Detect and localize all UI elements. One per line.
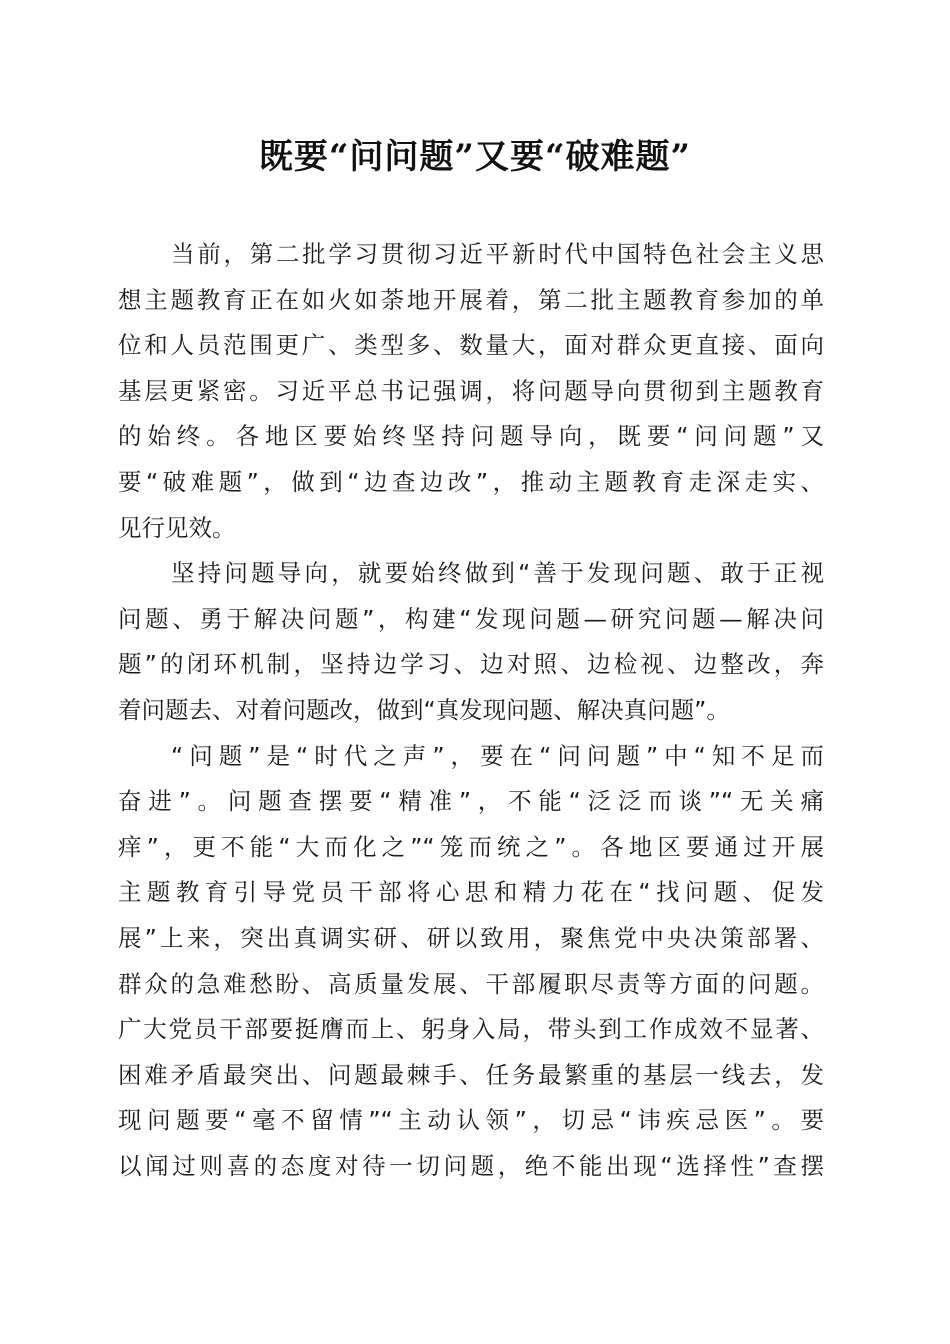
paragraph-3-line-6: 群众的急难愁盼、高质量发展、干部履职尽责等方面的问题。	[118, 969, 824, 998]
paragraph-2-line-2: 问题、勇于解决问题”，构建“发现问题—研究问题—解决问	[118, 604, 824, 633]
paragraph-1-line-3: 位和人员范围更广、类型多、数量大，面对群众更直接、面向	[118, 331, 824, 360]
paragraph-3-line-2: 奋进”。问题查摆要“精准”，不能“泛泛而谈”“无关痛	[118, 787, 824, 816]
paragraph-2-line-1: 坚持问题导向，就要始终做到“善于发现问题、敢于正视	[171, 559, 824, 588]
paragraph-3-line-1: “问题”是“时代之声”，要在“问问题”中“知不足而	[171, 741, 824, 770]
paragraph-1-line-6: 要“破难题”，做到“边查边改”，推动主题教育走深走实、	[118, 467, 824, 496]
paragraph-3-line-9: 现问题要“毫不留情”“主动认领”，切忌“讳疾忌医”。要	[118, 1106, 824, 1135]
paragraph-2-line-4: 着问题去、对着问题改，做到“真发现问题、解决真问题”。	[118, 695, 730, 724]
paragraph-3-line-8: 困难矛盾最突出、问题最棘手、任务最繁重的基层一线去，发	[118, 1060, 824, 1089]
paragraph-3-line-7: 广大党员干部要挺膺而上、躬身入局，带头到工作成效不显著、	[118, 1015, 824, 1044]
paragraph-1-line-1: 当前，第二批学习贯彻习近平新时代中国特色社会主义思	[171, 240, 824, 268]
paragraph-1-line-4: 基层更紧密。习近平总书记强调，将问题导向贯彻到主题教育	[118, 376, 824, 405]
paragraph-1-line-5: 的始终。各地区要始终坚持问题导向，既要“问问题”又	[118, 422, 824, 451]
paragraph-3-line-4: 主题教育引导党员干部将心思和精力花在“找问题、促发	[118, 878, 824, 907]
document-body	[118, 232, 824, 1189]
paragraph-3-line-10: 以闻过则喜的态度对待一切问题，绝不能出现“选择性”查摆	[118, 1151, 824, 1180]
paragraph-3-line-5: 展”上来，突出真调实研、研以致用，聚焦党中央决策部署、	[118, 923, 824, 952]
document-title: 既要“问问题”又要“破难题”	[258, 137, 692, 177]
paragraph-1-line-2: 想主题教育正在如火如荼地开展着，第二批主题教育参加的单	[118, 285, 824, 314]
paragraph-2-line-3: 题”的闭环机制，坚持边学习、边对照、边检视、边整改，奔	[118, 650, 824, 679]
paragraph-1-line-7: 见行见效。	[118, 513, 236, 542]
paragraph-3-line-3: 痒”，更不能“大而化之”“笼而统之”。各地区要通过开展	[118, 832, 824, 861]
